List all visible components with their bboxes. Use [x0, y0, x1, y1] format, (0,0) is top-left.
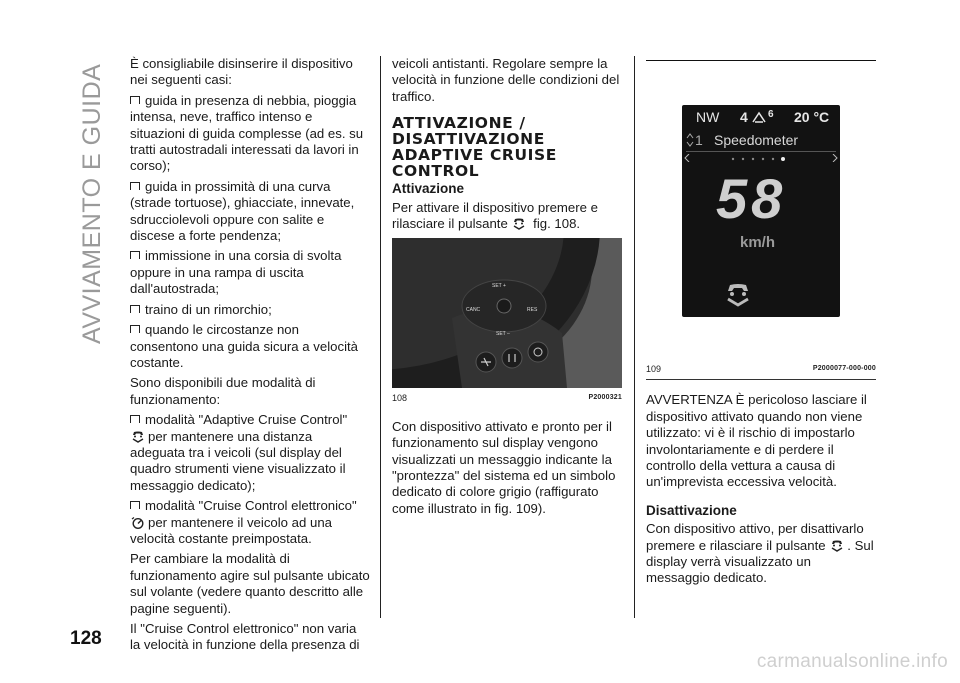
figure-caption — [392, 390, 622, 406]
cluster-screen — [682, 105, 840, 317]
deactivation-text — [646, 521, 876, 587]
shift-indicator-icon — [752, 111, 766, 123]
wheel-label-set-plus: SET + — [492, 283, 506, 290]
wheel-label-res: RES — [527, 307, 538, 314]
mode2-desc: per mantenere il veicolo ad una velocità costante preimpostata. — [130, 514, 333, 546]
wheel-label-canc: CANC — [466, 307, 481, 314]
mode2-title: modalità "Cruise Control elettronico" — [130, 498, 357, 513]
figure-109 — [646, 105, 876, 380]
column-divider — [380, 56, 381, 618]
menu-underline — [686, 151, 836, 152]
activation-text-b: fig. 108. — [533, 216, 581, 232]
figure-108 — [392, 238, 622, 406]
activation-text — [392, 200, 622, 233]
column-2 — [392, 56, 622, 521]
chevron-right-icon — [832, 154, 838, 162]
steering-wheel-photo — [392, 238, 622, 388]
deactivation-text-a: Con dispositivo attivo, per disattivarlo premere e rilasciare il pulsante — [646, 521, 864, 553]
page-index: 1 — [695, 132, 703, 148]
adaptive-cruise-icon — [724, 283, 752, 307]
page-dots — [730, 156, 794, 162]
menu-title: Speedometer — [714, 132, 799, 148]
wheel-label-set-minus: SET – — [496, 331, 510, 338]
body-text: Con dispositivo attivato e pronto per il funzionamento sul display vengono visualizzati un messaggio indicante la "prontezza" del sistema ed un simbolo dedicato di colore grigio (raffigurato come illustrato in fig. 109). — [392, 418, 616, 516]
warning-text: AVVERTENZA È pericoloso lasciare il dispositivo attivato quando non viene utilizzato: vi è il rischio di impostarlo involontariamente e di perdere il controllo della vettura a causa di un'imprevista eccessiva velocità. — [646, 392, 867, 490]
deactivation-text-b: . Sul display verrà visualizzato un messaggio dedicato. — [646, 537, 874, 586]
side-title: AVVIAMENTO E GUIDA — [78, 63, 106, 344]
list-item: quando le circostanze non consentono una guida sicura a velocità costante. — [130, 322, 370, 371]
modes-intro: Sono disponibili due modalità di funzionamento: — [130, 375, 316, 407]
mode1-title: modalità "Adaptive Cruise Control" — [130, 412, 347, 427]
cruise-control-icon — [131, 517, 145, 529]
adaptive-cruise-icon — [512, 218, 526, 230]
activation-text-a: Per attivare il dispositivo premere e rilasciare il pulsante — [392, 199, 598, 232]
column-1 — [130, 56, 370, 658]
gear-current: 4 — [740, 109, 748, 125]
subheading-deactivation: Disattivazione — [646, 502, 737, 518]
figure-caption — [646, 361, 876, 380]
column-3 — [646, 56, 876, 591]
list-item: guida in prossimità di una curva (strade tortuose), ghiacciate, innevate, sdrucciolevoli oppure con salite e discese a forte pendenza; — [130, 179, 370, 245]
mode-item-cc — [130, 498, 370, 547]
list-item: immissione in una corsia di svolta oppure in una rampa di uscita dall'autostrada; — [130, 248, 370, 297]
intro-text: È consigliabile disinserire il dispositivo nei seguenti casi: — [130, 56, 353, 88]
change-mode-text: Per cambiare la modalità di funzionamento agire sul pulsante ubicato sul volante (vedere quanto descritto alle pagine seguenti). — [130, 551, 370, 616]
section-heading: ATTIVAZIONE / DISATTIVAZIONE ADAPTIVE CRUISE CONTROL — [392, 114, 557, 181]
speed-unit: km/h — [740, 234, 776, 251]
page-number: 128 — [70, 628, 102, 649]
mode1-desc: per mantenere una distanza adeguata tra i veicoli (sul display del quadro strumenti viene visualizzato il messaggio dedicato); — [130, 428, 346, 493]
continued-text: veicoli antistanti. Regolare sempre la velocità in funzione delle condizioni del traffico. — [392, 56, 620, 104]
list-item: guida in presenza di nebbia, pioggia intensa, neve, traffico intenso e situazioni di guida complesse (ad es. su tratti autostradali interessati da lavori in corso); — [130, 93, 370, 175]
figure-code: P2000321 — [588, 394, 622, 402]
watermark: carmanualsonline.info — [756, 651, 948, 672]
compass: NW — [696, 109, 720, 125]
figure-number: 109 — [646, 364, 662, 374]
gear-suggested: 6 — [768, 109, 774, 120]
adaptive-cruise-icon — [830, 540, 844, 552]
mode-item-acc — [130, 412, 370, 494]
list-item: traino di un rimorchio; — [130, 302, 370, 318]
figure-code: P2000077-000-000 — [812, 365, 876, 372]
subheading-activation: Attivazione — [392, 181, 465, 197]
figure-number: 108 — [392, 393, 408, 404]
cluster-display-figure — [646, 105, 876, 359]
chevron-left-icon — [684, 154, 690, 162]
adaptive-cruise-icon — [131, 431, 145, 443]
column-divider — [634, 56, 635, 618]
updown-arrows-icon — [686, 133, 694, 147]
top-rule — [646, 60, 876, 61]
last-paragraph: Il "Cruise Control elettronico" non varia la velocità in funzione della presenza di — [130, 621, 360, 653]
speed-value: 58 — [716, 167, 787, 230]
temperature: 20 °C — [794, 109, 830, 125]
